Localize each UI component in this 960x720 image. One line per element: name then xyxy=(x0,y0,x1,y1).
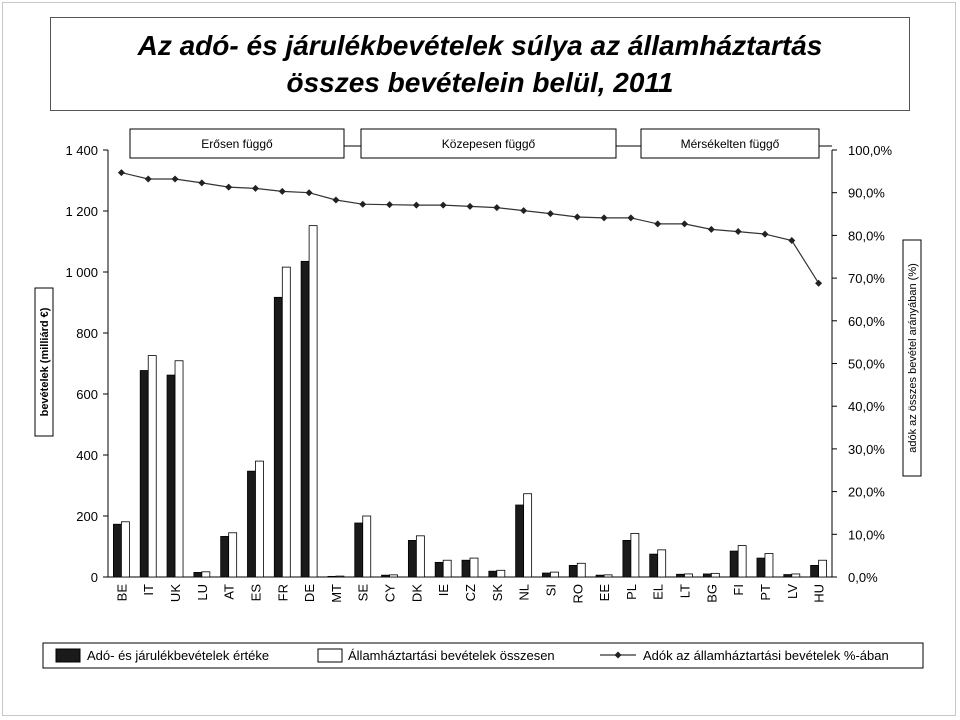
bar-total-CZ xyxy=(470,558,478,577)
bar-tax-UK xyxy=(167,375,175,577)
legend-swatch-total xyxy=(318,649,342,662)
bar-total-ES xyxy=(255,461,263,577)
bar-total-CY xyxy=(390,575,398,577)
pct-point-SK xyxy=(493,204,500,211)
bar-tax-SI xyxy=(542,573,550,577)
bar-tax-BE xyxy=(113,524,121,577)
bar-tax-IE xyxy=(435,562,443,577)
bar-total-DK xyxy=(416,536,424,577)
pct-point-AT xyxy=(225,184,232,191)
bar-total-SE xyxy=(363,516,371,577)
y-left-tick-label: 400 xyxy=(76,448,98,463)
x-tick-label-LV: LV xyxy=(784,584,800,599)
bar-total-FI xyxy=(738,546,746,577)
bar-tax-LT xyxy=(677,574,685,577)
legend-label-pct: Adók az államháztartási bevételek %-ában xyxy=(643,648,889,663)
chart-title: Az adó- és járulékbevételek súlya az államháztartás összes bevételein belül, 2011 xyxy=(137,30,823,98)
y-left-tick-label: 800 xyxy=(76,326,98,341)
bar-tax-SK xyxy=(489,571,497,577)
y-left-tick-label: 1 000 xyxy=(65,265,98,280)
y-left-tick-label: 200 xyxy=(76,509,98,524)
bar-total-BE xyxy=(121,522,129,577)
x-tick-label-AT: AT xyxy=(221,584,237,600)
bar-tax-ES xyxy=(247,471,255,577)
bar-total-UK xyxy=(175,361,183,577)
x-tick-label-SI: SI xyxy=(543,584,559,597)
pct-point-FI xyxy=(735,228,742,235)
x-tick-label-DK: DK xyxy=(409,584,425,603)
x-tick-label-LU: LU xyxy=(194,584,210,601)
pct-point-LU xyxy=(198,179,205,186)
y-left-tick-label: 1 400 xyxy=(65,143,98,158)
bar-total-NL xyxy=(524,494,532,577)
y-right-tick-label: 60,0% xyxy=(848,313,885,329)
bar-tax-EE xyxy=(596,575,604,577)
bar-tax-SE xyxy=(355,523,363,577)
bar-total-LT xyxy=(685,574,693,577)
bar-total-LU xyxy=(202,572,210,577)
pct-point-NL xyxy=(520,207,527,214)
bar-tax-DK xyxy=(408,540,416,577)
bar-total-EL xyxy=(658,550,666,577)
pct-point-BE xyxy=(118,169,125,176)
bar-tax-FR xyxy=(274,297,282,577)
x-tick-label-PT: PT xyxy=(757,584,773,601)
x-tick-label-IE: IE xyxy=(436,584,452,597)
group-label-2: Közepesen függő xyxy=(441,137,536,151)
pct-point-LV xyxy=(788,237,795,244)
pct-point-UK xyxy=(172,176,179,183)
pct-point-RO xyxy=(574,214,581,221)
bar-tax-PT xyxy=(757,558,765,577)
bar-total-HU xyxy=(819,560,827,577)
x-tick-label-RO: RO xyxy=(570,584,586,604)
pct-point-EE xyxy=(601,214,608,221)
bar-total-AT xyxy=(229,533,237,577)
bar-tax-CY xyxy=(382,575,390,577)
legend-label-total: Államháztartási bevételek összesen xyxy=(348,648,555,663)
pct-point-IE xyxy=(440,202,447,209)
y-right-axis-label-group xyxy=(903,240,921,476)
pct-point-EL xyxy=(654,220,661,227)
pct-point-FR xyxy=(279,188,286,195)
bar-total-FR xyxy=(282,267,290,577)
x-tick-label-CY: CY xyxy=(382,584,398,603)
y-left-axis-label-group xyxy=(35,288,53,436)
bar-tax-PL xyxy=(623,540,631,577)
bar-tax-CZ xyxy=(462,560,470,577)
pct-point-MT xyxy=(332,196,339,203)
pct-point-SI xyxy=(547,210,554,217)
pct-point-HU xyxy=(815,280,822,287)
bar-tax-LU xyxy=(194,572,202,577)
group-label-1: Erősen függő xyxy=(201,137,273,151)
y-right-tick-label: 90,0% xyxy=(848,185,885,201)
x-tick-label-BE: BE xyxy=(114,584,130,602)
x-tick-label-IT: IT xyxy=(141,584,157,596)
x-tick-label-EL: EL xyxy=(650,584,666,600)
bar-tax-FI xyxy=(730,551,738,577)
y-left-tick-label: 0 xyxy=(90,570,98,585)
y-right-axis-label: adók az összes bevétel arányában (%) xyxy=(907,263,919,453)
x-tick-label-NL: NL xyxy=(516,584,532,601)
bar-total-RO xyxy=(577,563,585,577)
x-tick-label-EE: EE xyxy=(597,584,613,602)
bar-total-LV xyxy=(792,574,800,577)
bar-total-BG xyxy=(711,573,719,577)
pct-point-DE xyxy=(306,189,313,196)
y-right-tick-label: 40,0% xyxy=(848,399,885,415)
y-right-tick-label: 100,0% xyxy=(848,143,893,158)
y-right-tick-label: 70,0% xyxy=(848,271,885,287)
bar-tax-NL xyxy=(516,505,524,577)
bar-tax-RO xyxy=(569,565,577,577)
bar-total-PL xyxy=(631,533,639,577)
x-tick-label-FR: FR xyxy=(275,584,291,602)
y-left-tick-label: 1 200 xyxy=(65,204,98,219)
bar-tax-EL xyxy=(650,554,658,577)
bar-tax-LV xyxy=(784,575,792,577)
y-left-tick-label: 600 xyxy=(76,387,98,402)
x-tick-label-BG: BG xyxy=(704,584,720,603)
legend-label-tax: Adó- és járulékbevételek értéke xyxy=(87,648,270,663)
pct-point-LT xyxy=(681,220,688,227)
x-tick-label-MT: MT xyxy=(328,584,344,603)
bar-tax-HU xyxy=(811,565,819,577)
bar-total-SK xyxy=(497,570,505,577)
pct-point-PL xyxy=(627,214,634,221)
y-right-tick-label: 30,0% xyxy=(848,441,885,457)
bar-total-SI xyxy=(550,572,558,577)
bar-tax-BG xyxy=(703,574,711,577)
y-right-tick-label: 50,0% xyxy=(848,356,885,372)
bar-tax-DE xyxy=(301,261,309,577)
group-label-3: Mérsékelten függő xyxy=(680,137,780,151)
bar-total-MT xyxy=(336,576,344,577)
pct-point-SE xyxy=(359,201,366,208)
bar-tax-AT xyxy=(221,536,229,577)
x-tick-label-UK: UK xyxy=(168,584,184,603)
x-tick-label-DE: DE xyxy=(302,584,318,603)
bar-total-EE xyxy=(604,575,612,577)
x-tick-label-FI: FI xyxy=(731,584,747,596)
x-tick-label-SE: SE xyxy=(355,584,371,602)
pct-point-BG xyxy=(708,226,715,233)
bar-total-DE xyxy=(309,226,317,577)
y-right-tick-label: 10,0% xyxy=(848,527,885,543)
bar-total-IE xyxy=(443,560,451,577)
bar-total-PT xyxy=(765,554,773,577)
pct-point-ES xyxy=(252,185,259,192)
x-tick-label-LT: LT xyxy=(677,584,693,599)
y-left-axis-label: bevételek (milliárd €) xyxy=(39,307,51,417)
bar-tax-IT xyxy=(140,371,148,577)
y-right-tick-label: 20,0% xyxy=(848,484,885,500)
pct-point-CZ xyxy=(467,203,474,210)
x-tick-label-HU: HU xyxy=(811,584,827,603)
x-tick-label-CZ: CZ xyxy=(463,584,478,602)
bar-tax-MT xyxy=(328,576,336,577)
pct-point-CY xyxy=(386,201,393,208)
pct-series-line xyxy=(121,173,818,284)
pct-point-PT xyxy=(761,231,768,238)
x-tick-label-ES: ES xyxy=(248,584,264,602)
pct-point-DK xyxy=(413,202,420,209)
x-tick-label-PL: PL xyxy=(623,584,639,600)
pct-point-IT xyxy=(145,176,152,183)
y-right-tick-label: 80,0% xyxy=(848,228,885,244)
x-tick-label-SK: SK xyxy=(489,584,505,602)
y-right-tick-label: 0,0% xyxy=(848,570,878,585)
bar-total-IT xyxy=(148,356,156,577)
legend-swatch-tax xyxy=(56,649,80,662)
